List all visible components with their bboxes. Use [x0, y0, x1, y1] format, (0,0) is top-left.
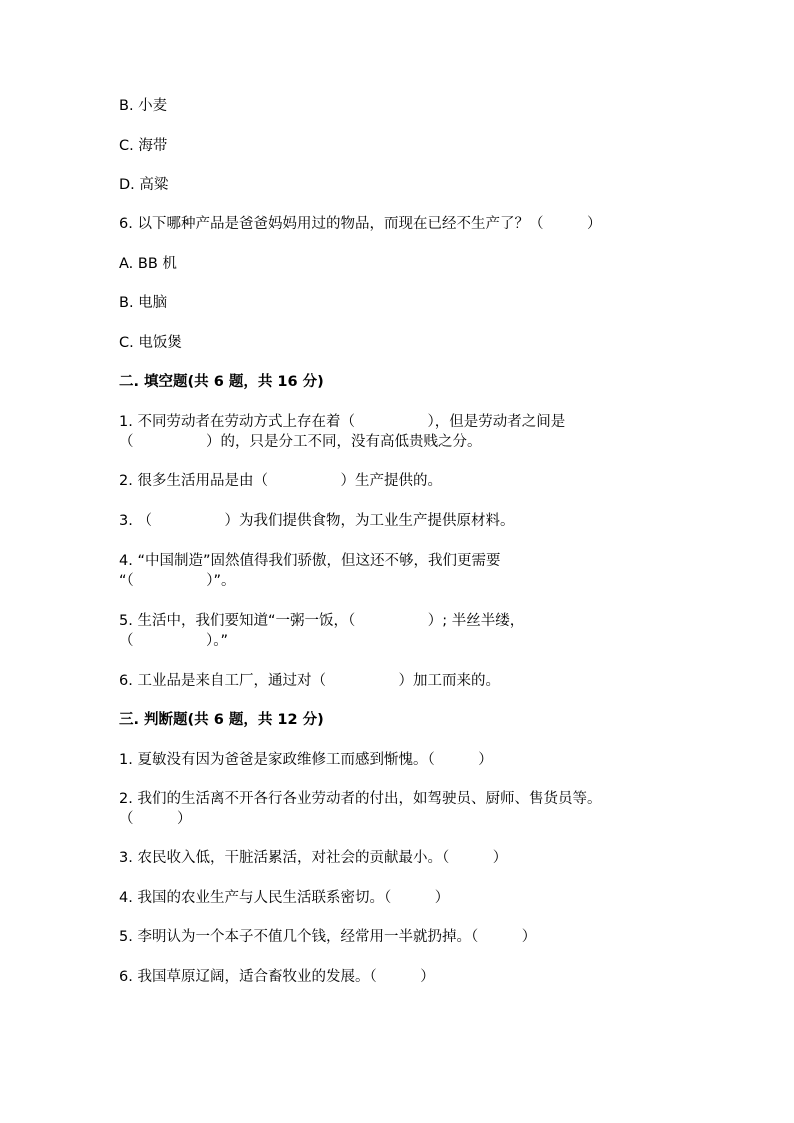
fill-question-4-line-2: “（ ）”。 — [119, 573, 236, 589]
fill-question-2: 2. 很多生活用品是由（ ）生产提供的。 — [119, 473, 442, 489]
option-b: B. 小麦 — [119, 98, 168, 114]
option-b: B. 电脑 — [119, 295, 168, 311]
fill-question-6: 6. 工业品是来自工厂，通过对（ ）加工而来的。 — [119, 673, 500, 689]
judge-question-3: 3. 农民收入低，干脏活累活，对社会的贡献最小。（ ） — [119, 850, 508, 866]
option-a: A. BB 机 — [119, 256, 177, 272]
option-c: C. 海带 — [119, 138, 168, 154]
judge-question-4: 4. 我国的农业生产与人民生活联系密切。（ ） — [119, 890, 450, 906]
judge-question-2-line-1: 2. 我们的生活离不开各行各业劳动者的付出，如驾驶员、厨师、售货员等。 — [119, 791, 602, 807]
fill-question-3: 3. （ ）为我们提供食物，为工业生产提供原材料。 — [119, 513, 515, 529]
fill-question-5-line-2: （ ）。” — [119, 633, 229, 649]
judge-question-1: 1. 夏敏没有因为爸爸是家政维修工而感到惭愧。（ ） — [119, 752, 493, 768]
fill-question-1-line-1: 1. 不同劳动者在劳动方式上存在着（ ），但是劳动者之间是 — [119, 414, 566, 430]
fill-question-5-line-1: 5. 生活中，我们要知道“一粥一饭，（ ）; 半丝半缕， — [119, 613, 525, 629]
question-stem: 6. 以下哪种产品是爸爸妈妈用过的物品，而现在已经不生产了？（ ） — [119, 216, 602, 232]
section-heading-fill-in: 二. 填空题(共 6 题，共 16 分) — [119, 374, 324, 390]
option-d: D. 高粱 — [119, 177, 169, 193]
fill-question-4-line-1: 4. “中国制造”固然值得我们骄傲，但这还不够，我们更需要 — [119, 553, 501, 569]
judge-question-6: 6. 我国草原辽阔，适合畜牧业的发展。（ ） — [119, 969, 435, 985]
judge-question-5: 5. 李明认为一个本子不值几个钱，经常用一半就扔掉。（ ） — [119, 929, 537, 945]
option-c: C. 电饭煲 — [119, 335, 182, 351]
fill-question-1-line-2: （ ）的，只是分工不同，没有高低贵贱之分。 — [119, 434, 482, 450]
judge-question-2-line-2: （ ） — [119, 811, 192, 827]
section-heading-true-false: 三. 判断题(共 6 题，共 12 分) — [119, 712, 324, 728]
